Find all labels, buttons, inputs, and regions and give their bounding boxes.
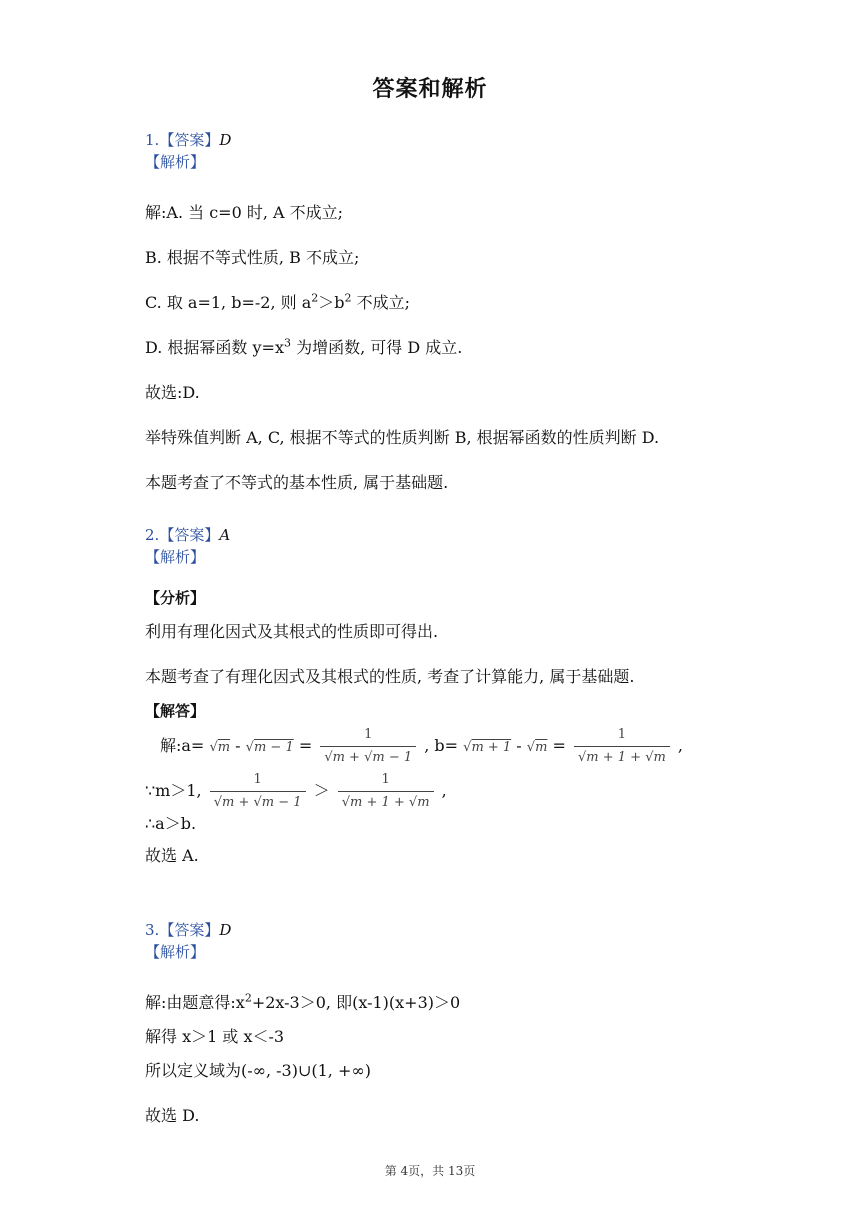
page-footer: 第 4页，共 13页 — [384, 1164, 476, 1178]
q3-analysis-tag: 【解析】 — [145, 943, 206, 961]
q2-inequality: ∵m＞1, $\frac{1}{√m + √m - 1}$ ＞ $\frac{1}{√m + 1 + √m}$ , — [145, 770, 447, 813]
q1-line-b: B. 根据不等式性质, B 不成立; — [145, 248, 360, 267]
q3-answer-tag: 【答案】 — [159, 921, 220, 939]
q1-method: 举特殊值判断 A, C, 根据不等式的性质判断 B, 根据幂函数的性质判断 D. — [145, 428, 660, 447]
fraction-b: $\frac{1}{√m + 1 + √m}$ — [574, 725, 670, 768]
q1-answer: D — [219, 131, 232, 149]
q2-header — [145, 525, 230, 545]
q3-header — [145, 920, 231, 940]
q2-therefore: ∴a＞b. — [145, 814, 197, 833]
q3-line-2: 解得 x＞1 或 x＜-3 — [145, 1027, 285, 1046]
q2-choose: 故选 A. — [145, 846, 199, 865]
q1-choose: 故选:D. — [145, 383, 200, 402]
q3-number: 3. — [145, 921, 160, 939]
q1-header — [145, 130, 231, 150]
q2-equation-1: 解:a= √m - √m − 1 = $\frac{1}{√m + √m - 1}$ , b= √m + 1 - √m = $\frac{1}{√m + 1 + √m}$ , — [160, 725, 683, 768]
fraction-a: $\frac{1}{√m + √m - 1}$ — [320, 725, 416, 768]
q1-line-c: C. 取 a=1, b=-2, 则 $a^2>b^2$ 不成立; — [145, 291, 410, 312]
page-title: 答案和解析 — [372, 77, 488, 102]
fraction-b-2: $\frac{1}{√m + 1 + √m}$ — [338, 770, 434, 813]
q2-answer-tag: 【答案】 — [159, 526, 220, 544]
q2-summary: 本题考查了有理化因式及其根式的性质, 考查了计算能力, 属于基础题. — [145, 667, 635, 686]
q3-line-3: 所以定义域为(-∞, -3)∪(1, +∞) — [145, 1061, 371, 1080]
fraction-a-2: $\frac{1}{√m + √m - 1}$ — [210, 770, 306, 813]
q3-line-1: 解:由题意得$:x^2+2x-3>0$, 即(x-1)(x+3)＞0 — [145, 991, 461, 1012]
q1-analysis-tag: 【解析】 — [145, 153, 206, 171]
q2-fenxi: 利用有理化因式及其根式的性质即可得出. — [145, 622, 439, 641]
q1-summary: 本题考查了不等式的基本性质, 属于基础题. — [145, 473, 449, 492]
q3-choose: 故选 D. — [145, 1106, 200, 1125]
q2-answer: A — [219, 526, 231, 544]
q2-analysis-tag: 【解析】 — [145, 548, 206, 566]
q3-answer: D — [219, 921, 232, 939]
q2-number: 2. — [145, 526, 160, 544]
q1-answer-tag: 【答案】 — [159, 131, 220, 149]
q1-line-a: 解:A. 当 c=0 时, A 不成立; — [145, 203, 344, 222]
q2-fenxi-tag: 【分析】 — [145, 589, 206, 607]
q1-line-d: D. 根据幂函数 $y=x^3$ 为增函数, 可得 D 成立. — [145, 336, 463, 357]
q1-number: 1. — [145, 131, 160, 149]
q2-jieda-tag: 【解答】 — [145, 702, 206, 720]
